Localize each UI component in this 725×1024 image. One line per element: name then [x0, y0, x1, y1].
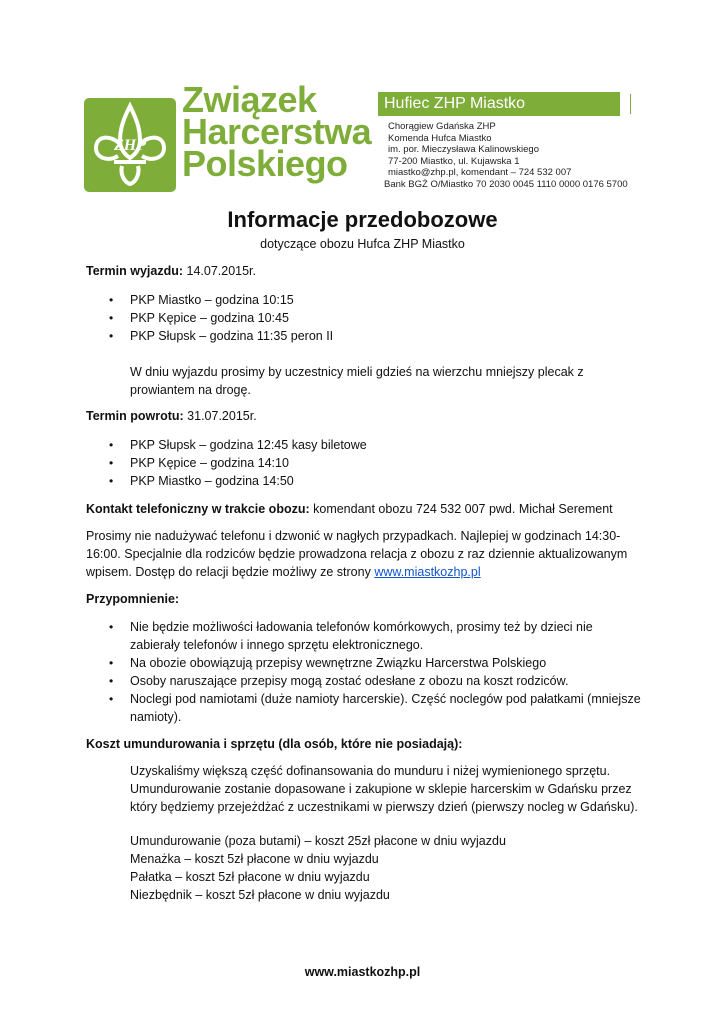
- page-title: Informacje przedobozowe: [227, 207, 498, 232]
- contact-line: im. por. Mieczysława Kalinowskiego: [388, 144, 540, 155]
- bullet-icon: •: [109, 456, 114, 470]
- contact-block: [384, 121, 628, 190]
- contact-email-line: miastko@zhp.pl, komendant – 724 532 007: [388, 167, 572, 178]
- header-divider: [630, 94, 631, 114]
- return-stop: PKP Kępice – godzina 14:10: [130, 456, 289, 470]
- reminder-heading: [86, 590, 179, 608]
- departure-stop: PKP Miastko – godzina 10:15: [130, 293, 294, 307]
- costs-label: Koszt umundurowania i sprzętu (dla osób, które nie posiadają):: [86, 737, 463, 751]
- bullet-icon: •: [109, 438, 114, 452]
- camp-contact-label: Kontakt telefoniczny w trakcie obozu:: [86, 502, 310, 516]
- camp-contact: [86, 500, 613, 518]
- departure-heading: [86, 262, 256, 280]
- bullet-icon: •: [109, 656, 114, 670]
- bullet-icon: •: [109, 692, 114, 706]
- lily-emblem-icon: [84, 98, 176, 192]
- phone-note-line: 16:00. Specjalnie dla rodziców będzie prowadzona relacja z obozu z raz dziennie aktualizowanym: [86, 547, 628, 561]
- costs-heading: [86, 735, 462, 753]
- departure-stop: PKP Słupsk – godzina 11:35 peron II: [130, 329, 334, 343]
- zhp-logo: [84, 79, 372, 196]
- cost-item: Pałatka – koszt 5zł płacone w dniu wyjazdu: [130, 870, 370, 884]
- logo-wordmark: [182, 79, 372, 184]
- phone-note-text: wpisem. Dostęp do relacji będzie możliwy ze strony: [86, 565, 375, 579]
- departure-date: 14.07.2015r.: [183, 264, 256, 278]
- camp-contact-text: komendant obozu 724 532 007 pwd. Michał Serement: [309, 502, 613, 516]
- logo-line-3: Polskiego: [182, 143, 348, 184]
- page-subtitle: dotyczące obozu Hufca ZHP Miastko: [260, 237, 465, 251]
- costs-para-line: Umundurowanie zostanie dopasowane i zakupione w sklepie harcerskim w Gdańsku przez: [130, 782, 632, 796]
- costs-para-line: Uzyskaliśmy większą część dofinansowania do munduru i niżej wymienionego sprzętu.: [130, 764, 611, 778]
- return-stop: PKP Miastko – godzina 14:50: [130, 474, 294, 488]
- phone-note-line-3: [86, 563, 481, 581]
- relation-link[interactable]: www.miastkozhp.pl: [374, 565, 481, 579]
- departure-stop: PKP Kępice – godzina 10:45: [130, 311, 289, 325]
- costs-para-line: który będziemy przejeżdżać z uczestnikami w pierwszy dzień (pierwszy nocleg w Gdańsku).: [130, 800, 638, 814]
- return-date: 31.07.2015r.: [183, 409, 257, 423]
- departure-note-line: prowiantem na drogę.: [130, 383, 251, 397]
- unit-title-bar: [378, 92, 620, 116]
- logo-line-2: Harcerstwa: [182, 111, 372, 152]
- reminder-item-line: Noclegi pod namiotami (duże namioty harcerskie). Część noclegów pod pałatkami (mniejsze: [130, 692, 641, 706]
- reminder-item-line: namioty).: [130, 710, 182, 724]
- contact-line: 77-200 Miastko, ul. Kujawska 1: [388, 155, 520, 167]
- reminder-label: Przypomnienie:: [86, 592, 180, 606]
- bullet-icon: •: [109, 474, 114, 488]
- return-heading: [86, 407, 257, 425]
- bullet-icon: •: [109, 674, 114, 688]
- bullet-icon: •: [109, 329, 114, 343]
- reminder-item-line: zabierały telefonów i innego sprzętu elektronicznego.: [130, 638, 424, 652]
- contact-line: Komenda Hufca Miastko: [388, 132, 492, 144]
- reminder-item-line: Osoby naruszające przepisy mogą zostać odesłane z obozu na koszt rodziców.: [130, 674, 569, 688]
- cost-item: Menażka – koszt 5zł płacone w dniu wyjazdu: [130, 852, 379, 866]
- emblem-text: ZHP: [114, 137, 146, 154]
- reminder-item-line: Na obozie obowiązują przepisy wewnętrzne Związku Harcerstwa Polskiego: [130, 656, 547, 670]
- cost-item: Umundurowanie (poza butami) – koszt 25zł płacone w dniu wyjazdu: [130, 834, 506, 848]
- logo-line-1: Związek: [182, 79, 317, 120]
- return-stop: PKP Słupsk – godzina 12:45 kasy biletowe: [130, 438, 367, 452]
- bullet-icon: •: [109, 293, 114, 307]
- phone-note-line: Prosimy nie nadużywać telefonu i dzwonić w nagłych przypadkach. Najlepiej w godzinach 14:30-: [86, 529, 621, 543]
- cost-item: Niezbędnik – koszt 5zł płacone w dniu wyjazdu: [130, 888, 390, 902]
- bullet-icon: •: [109, 620, 114, 634]
- return-label: Termin powrotu:: [86, 409, 184, 423]
- departure-label: Termin wyjazdu:: [86, 264, 184, 278]
- departure-note-line: W dniu wyjazdu prosimy by uczestnicy mieli gdzieś na wierzchu mniejszy plecak z: [130, 365, 584, 379]
- bank-account-line: Bank BGŻ O/Miastko 70 2030 0045 1110 0000 0176 5700: [384, 178, 628, 190]
- bullet-icon: •: [109, 311, 114, 325]
- footer-website: www.miastkozhp.pl: [304, 965, 421, 979]
- unit-title: Hufiec ZHP Miastko: [384, 95, 526, 112]
- contact-line: Chorągiew Gdańska ZHP: [388, 121, 496, 132]
- reminder-item-line: Nie będzie możliwości ładowania telefonów komórkowych, prosimy też by dzieci nie: [130, 620, 593, 634]
